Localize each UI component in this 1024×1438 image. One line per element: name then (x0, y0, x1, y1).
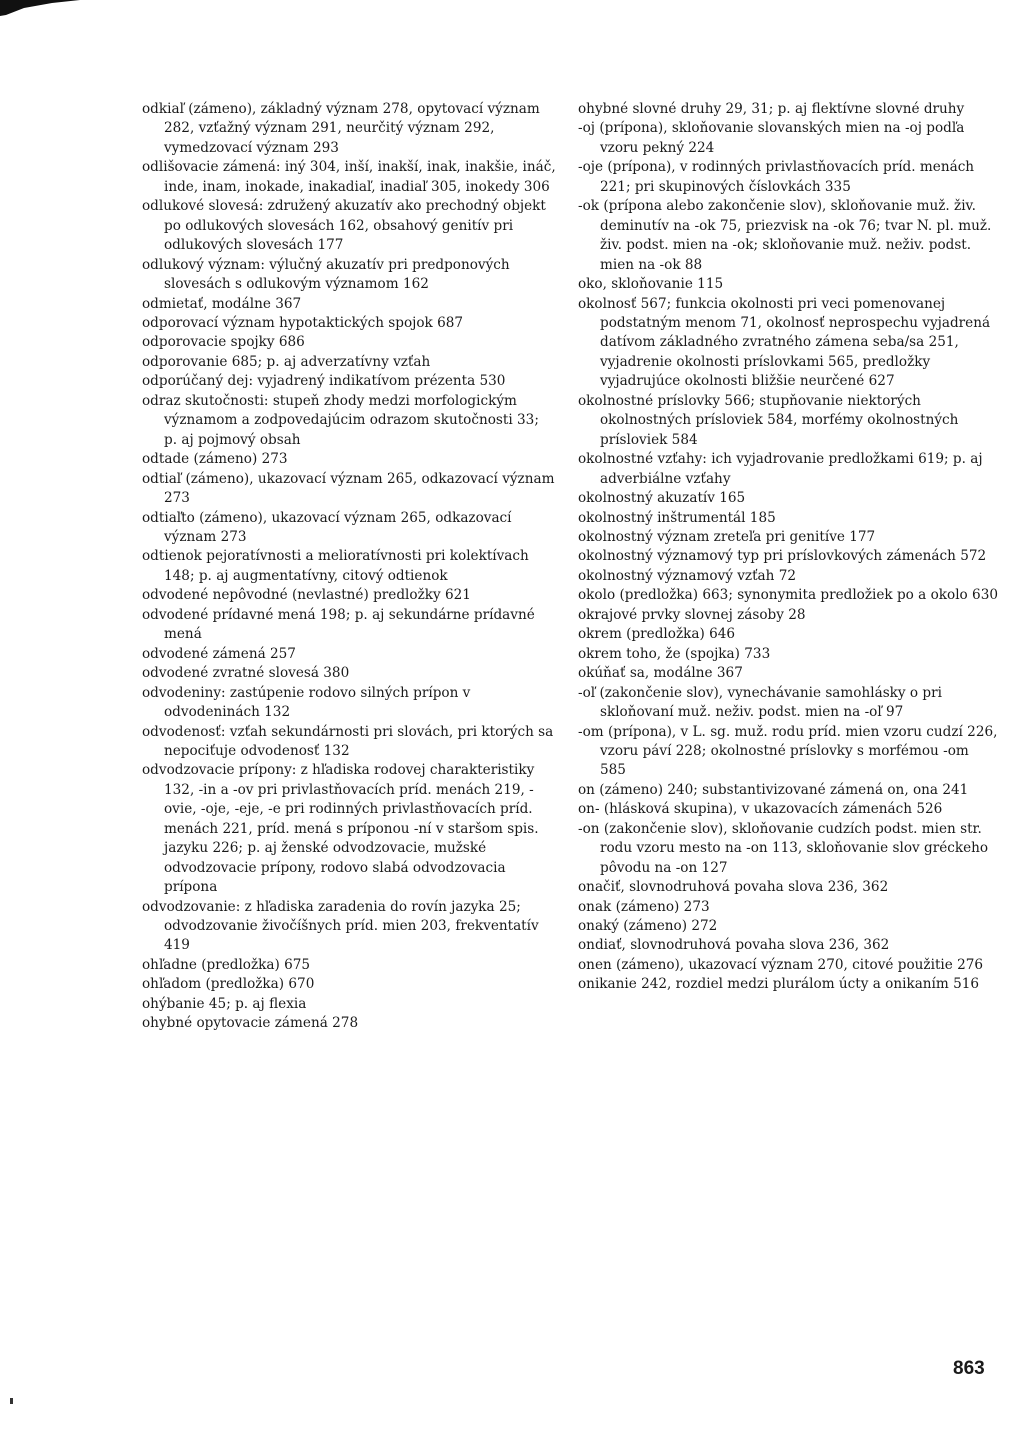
index-entry: odtade (zámeno) 273 (142, 451, 288, 468)
index-entry: okolnostný význam zreteľa pri genitíve 177 (578, 528, 876, 545)
index-entry: okrem (predložka) 646 (578, 626, 736, 643)
index-entry: ohýbanie 45; p. aj flexia (142, 995, 307, 1012)
index-entry: onačiť, slovnodruhová povaha slova 236, 362 (578, 879, 889, 896)
index-entry: -oj (prípona), skloňovanie slovanských mien na -oj podľa vzoru pekný 224 (578, 120, 965, 156)
index-entry: odlukový význam: výlučný akuzatív pri predponových slovesách s odlukovým významom 162 (142, 256, 510, 293)
index-entry: ohybné slovné druhy 29, 31; p. aj flektívne slovné druhy (578, 101, 965, 117)
index-entry: -ok (prípona alebo zakončenie slov), skloňovanie muž. živ. deminutív na -ok 75, priezvisk na -ok 76; tvar N. pl. muž. živ. podst. mien na -ok; skloňovanie muž. neživ. podst. mien na -ok 88 (578, 198, 992, 273)
index-entry: odvodzovanie: z hľadiska zaradenia do rovín jazyka 25; odvodzovanie živočíšnych príd. mien 203, frekventatív 419 (142, 898, 539, 954)
index-entry: odvodené zámená 257 (142, 645, 296, 662)
index-entry: odvodené prídavné mená 198; p. aj sekundárne prídavné mená (142, 606, 535, 643)
index-entry: odvodeniny: zastúpenie rodovo silných prípon v odvodeninách 132 (142, 684, 471, 721)
index-entry: oko, skloňovanie 115 (578, 276, 724, 293)
page-number: 863 (953, 1358, 985, 1379)
index-entry: onak (zámeno) 273 (578, 898, 710, 915)
index-entry: okolnostný významový vzťah 72 (578, 567, 797, 584)
index-entry: okolnostný inštrumentál 185 (578, 509, 776, 526)
index-entry: ohľadom (predložka) 670 (142, 976, 315, 993)
index-entry: on (zámeno) 240; substantivizované zámená on, ona 241 (578, 781, 969, 798)
index-entry: okolnostné príslovky 566; stupňovanie niektorých okolnostných prísloviek 584, morfémy okolnostných prísloviek 584 (578, 392, 959, 448)
index-entry: onen (zámeno), ukazovací význam 270, citové použitie 276 (578, 956, 984, 973)
index-entry: -om (prípona), v L. sg. muž. rodu príd. mien vzoru cudzí 226, vzoru páví 228; okolnostné príslovky s morfémou -om 585 (578, 723, 998, 779)
index-entry: okolnostné vzťahy: ich vyjadrovanie predložkami 619; p. aj adverbiálne vzťahy (578, 451, 983, 487)
index-entry: odlukové slovesá: združený akuzatív ako prechodný objekt po odlukových slovesách 162, obsahový genitív pri odlukových slovesách 177 (142, 198, 546, 254)
index-column-left (142, 100, 556, 1034)
index-entry: odvodené zvratné slovesá 380 (142, 665, 350, 682)
index-entry: odporovacie spojky 686 (142, 334, 305, 351)
index-entry: okolnostný akuzatív 165 (578, 490, 746, 507)
index-entry: onaký (zámeno) 272 (578, 918, 718, 935)
index-entry: odporovanie 685; p. aj adverzatívny vzťah (142, 353, 431, 370)
index-entry: odkiaľ (zámeno), základný význam 278, opytovací význam 282, vzťažný význam 291, neurčitý význam 292, vymedzovací význam 293 (142, 101, 540, 156)
index-entry: ohybné opytovacie zámená 278 (142, 1015, 359, 1032)
index-column-right (578, 100, 998, 995)
index-entry: odtiaľ (zámeno), ukazovací význam 265, odkazovací význam 273 (142, 470, 555, 507)
index-entry: okolo (predložka) 663; synonymita predložiek po a okolo 630 (578, 587, 998, 604)
index-entry: ohľadne (predložka) 675 (142, 956, 311, 973)
index-entry: -oje (prípona), v rodinných privlastňovacích príd. menách 221; pri skupinových číslovkách 335 (578, 159, 975, 195)
index-entry: odtiaľto (zámeno), ukazovací význam 265, odkazovací význam 273 (142, 509, 512, 545)
index-entry: -on (zakončenie slov), skloňovanie cudzích podst. mien str. rodu vzoru mesto na -on 113, skloňovanie slov gréckeho pôvodu na -on 127 (578, 820, 989, 876)
index-entry: okrem toho, že (spojka) 733 (578, 645, 771, 662)
index-entry: okúňať sa, modálne 367 (578, 665, 743, 682)
index-entry: okolnosť 567; funkcia okolnosti pri veci pomenovanej podstatným menom 71, okolnosť neprospechu vyjadrená datívom základného zvratného zámena seba/sa 251, vyjadrenie okolnosti príslovkami 565, predložky vyjadrujúce okolnosti bližšie neurčené 627 (578, 295, 991, 390)
index-entry: okrajové prvky slovnej zásoby 28 (578, 606, 806, 623)
index-entry: odmietať, modálne 367 (142, 295, 302, 312)
index-entry: odvodené nepôvodné (nevlastné) predložky 621 (142, 587, 471, 604)
scan-stray-mark (10, 1398, 13, 1404)
index-entry: on- (hlásková skupina), v ukazovacích zámenách 526 (578, 801, 943, 818)
index-entry: odlišovacie zámená: iný 304, inší, inakší, inak, inakšie, ináč, inde, inam, inokade, inakadiaľ, inadiaľ 305, inokedy 306 (142, 159, 556, 195)
index-entry: odtienok pejoratívnosti a melioratívnosti pri kolektívach 148; p. aj augmentatívny, citový odtienok (142, 548, 529, 584)
index-entry: ondiať, slovnodruhová povaha slova 236, 362 (578, 937, 890, 954)
index-entry: onikanie 242, rozdiel medzi plurálom úcty a onikaním 516 (578, 976, 980, 993)
index-entry: -oľ (zakončenie slov), vynechávanie samohlásky o pri skloňovaní muž. neživ. podst. mien na -oľ 97 (578, 684, 942, 721)
index-entry: odvodenosť: vzťah sekundárnosti pri slovách, pri ktorých sa nepociťuje odvodenosť 132 (142, 723, 554, 759)
scan-corner-mark (0, 0, 80, 16)
index-entry: odporúčaný dej: vyjadrený indikatívom prézenta 530 (142, 373, 506, 390)
index-entry: odraz skutočnosti: stupeň zhody medzi morfologickým významom a zodpovedajúcim odrazom skutočnosti 33; p. aj pojmový obsah (142, 392, 539, 448)
index-entry: odporovací význam hypotaktických spojok 687 (142, 314, 464, 331)
index-entry: okolnostný významový typ pri príslovkových zámenách 572 (578, 548, 987, 565)
index-entry: odvodzovacie prípony: z hľadiska rodovej charakteristiky 132, -in a -ov pri privlastňovacích príd. menách 219, -ovie, -oje, -eje, -e pri rodinných privlastňovacích príd. menách 221, príd. mená s príponou -ní v staršom spis. jazyku 226; p. aj ženské odvodzovacie, mužské odvodzovacie prípony, rodovo slabá odvodzovacia prípona (142, 762, 539, 896)
